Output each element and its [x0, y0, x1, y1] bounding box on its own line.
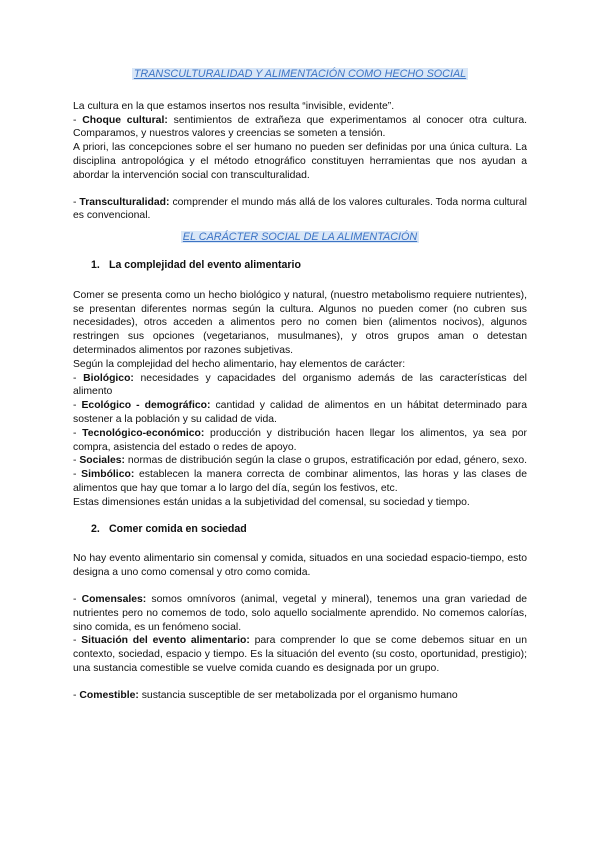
list-item-tecnologico: - Tecnológico-económico: producción y distribución hacen llegar los alimentos, ya sea por compra, asistencia del estado o redes de apoyo.: [73, 427, 527, 453]
list-item-simbolico: - Simbólico: establecen la manera correcta de combinar alimentos, las horas y las clases de alimentos que hay que tomar a lo largo del día, según los festivos, etc.: [73, 469, 527, 494]
title-caracter-social: EL CARÁCTER SOCIAL DE LA ALIMENTACIÓN: [182, 231, 418, 244]
intro-paragraph: La cultura en la que estamos insertos nos resulta “invisible, evidente”.: [73, 100, 395, 112]
section-2-paragraph: No hay evento alimentario sin comensal y comida, situados en una sociedad espacio-tiempo, esto designa a uno como comensal y otro como comida.: [73, 553, 527, 579]
title-transculturalidad: TRANSCULTURALIDAD Y ALIMENTACIÓN COMO HECHO SOCIAL: [133, 68, 467, 80]
section-1-intro: Según la complejidad del hecho alimentario, hay elementos de carácter:: [73, 358, 406, 370]
list-item-sociales: - Sociales: normas de distribución según la clase o grupos, estratificación por edad, género, sexo.: [73, 455, 528, 467]
section-2-heading: 2. Comer comida en sociedad: [91, 522, 247, 535]
section-1-closing: Estas dimensiones están unidas a la subjetividad del comensal, su sociedad y tiempo.: [73, 496, 470, 508]
section-1-heading: 1. La complejidad del evento alimentario: [91, 258, 301, 271]
list-item-ecologico: - Ecológico - demográfico: cantidad y calidad de alimentos en un hábitat determinado para sostener a la población y su calidad de vida.: [73, 400, 527, 425]
transculturalidad-definition: - Transculturalidad: comprender el mundo más allá de los valores culturales. Toda norma cultural es convencional.: [73, 196, 527, 222]
priori-paragraph: A priori, las concepciones sobre el ser humano no pueden ser definidas por una única cultura. La disciplina antropológica y el método etnográfico constituyen herramientas que nos ayudan a abordar la intervención social con transculturalidad.: [73, 142, 527, 181]
comestible-definition: - Comestible: sustancia susceptible de ser metabolizada por el organismo humano: [73, 689, 458, 701]
situacion-definition: - Situación del evento alimentario: para comprender lo que se come debemos situar en un contexto, sociedad, espacio y tiempo. Es la situación del evento (su costo, oportunidad, prestigio); una sustancia comestible se vuelve comida cuando es designada por un grupo.: [73, 635, 527, 674]
list-item-biologico: - Biológico: necesidades y capacidades del organismo además de las características del alimento: [73, 372, 527, 398]
document-body: [73, 68, 527, 702]
choque-cultural-definition: - Choque cultural: sentimientos de extrañeza que experimentamos al conocer otra cultura. Comparamos, y nuestros valores y creencias se someten a tensión.: [73, 114, 527, 140]
comensales-definition: - Comensales: somos omnívoros (animal, vegetal y mineral), tenemos una gran variedad de nutrientes pero no comemos de todo, solo aquello socialmente aprendido. No comemos calorías, sino comida, es un fenómeno social.: [73, 593, 527, 633]
section-1-paragraph: Comer se presenta como un hecho biológico y natural, (nuestro metabolismo requiere nutrientes), se presentan diferentes normas según la cultura. Algunos no pueden comer (no cubren sus necesidades), otros acceden a alimentos pero no comen bien (alimentos nocivos), algunos restringen sus opciones (vegetarianos, musulmanes), y otros grupos aman o detestan determinados alimentos por razones subjetivas.: [73, 289, 527, 356]
